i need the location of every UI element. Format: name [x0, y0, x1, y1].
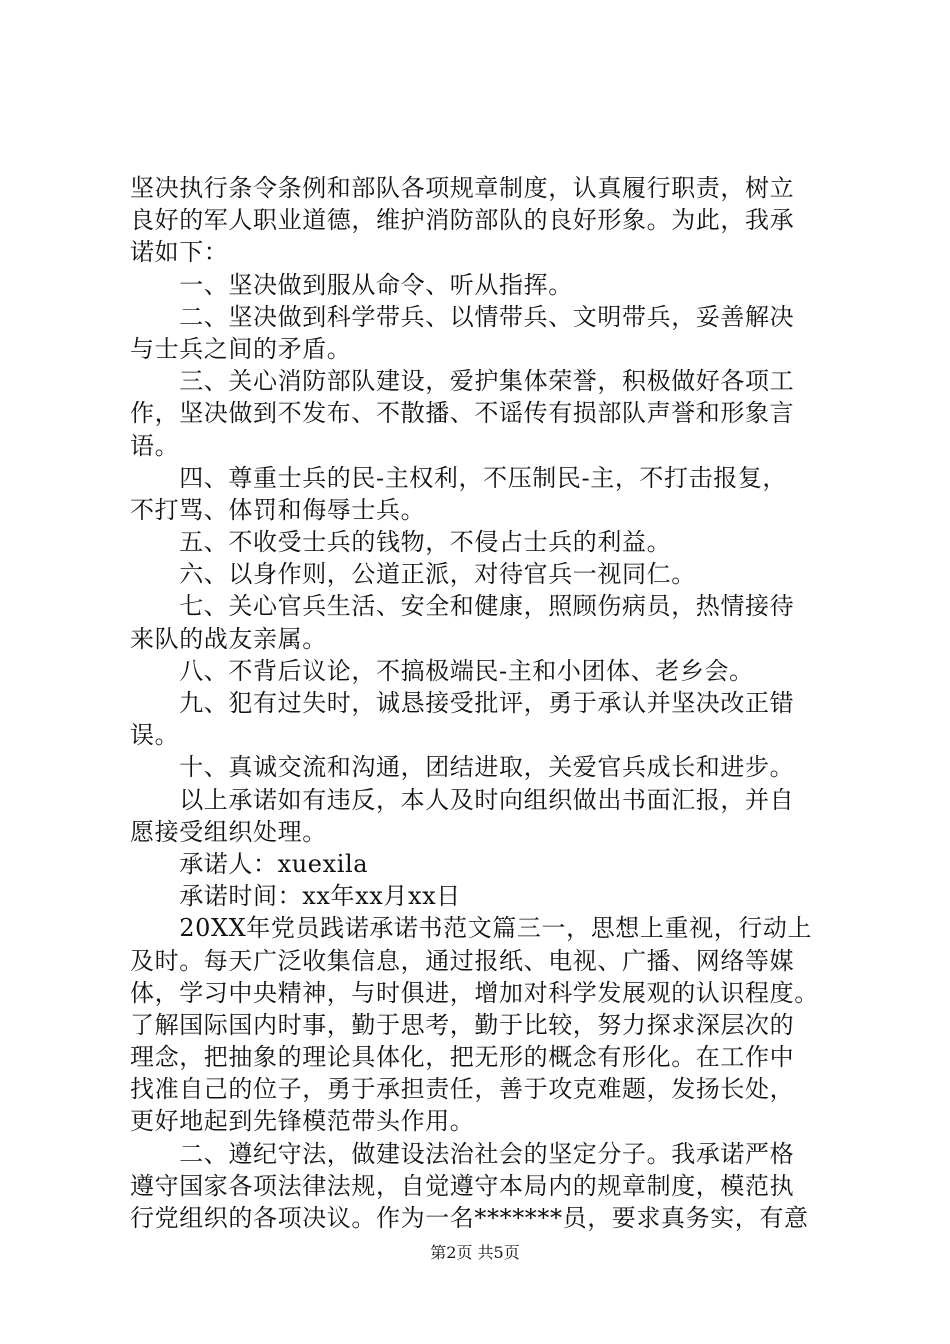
text-line: 不打骂、体罚和侮辱士兵。 [130, 495, 426, 524]
date-line: 承诺时间：xx年xx月xx日 [130, 882, 461, 911]
text-line: 三、关心消防部队建设，爱护集体荣誉，积极做好各项工 [130, 367, 795, 396]
text-line: 六、以身作则，公道正派，对待官兵一视同仁。 [130, 560, 696, 589]
text-line: 与士兵之间的矛盾。 [130, 334, 352, 363]
text-line: 体，学习中央精神，与时俱进，增加对科学发展观的认识程度。 [130, 978, 819, 1007]
text-line: 一、坚决做到服从命令、听从指挥。 [130, 270, 573, 299]
text-line: 五、不收受士兵的钱物，不侵占士兵的利益。 [130, 528, 672, 557]
text-line: 良好的军人职业道德，维护消防部队的良好形象。为此，我承 [130, 206, 795, 235]
text-line: 愿接受组织处理。 [130, 817, 327, 846]
signatory-line: 承诺人：xuexila [130, 849, 369, 878]
text-line: 行党组织的各项决议。作为一名*******员，要求真务实，有意 [130, 1204, 809, 1232]
text-line: 以上承诺如有违反，本人及时向组织做出书面汇报，并自 [130, 785, 795, 814]
text-line: 遵守国家各项法律法规，自觉遵守本局内的规章制度，模范执 [130, 1171, 795, 1200]
text-line: 九、犯有过失时，诚恳接受批评，勇于承认并坚决改正错 [130, 689, 795, 717]
text-line: 来队的战友亲属。 [130, 624, 327, 653]
text-line: 更好地起到先锋模范带头作用。 [130, 1107, 475, 1136]
text-line: 二、遵纪守法，做建设法治社会的坚定分子。我承诺严格 [130, 1139, 795, 1168]
text-line: 作，坚决做到不发布、不散播、不谣传有损部队声誉和形象言 [130, 399, 795, 428]
text-line: 理念，把抽象的理论具体化，把无形的概念有形化。在工作中 [130, 1043, 795, 1072]
text-line: 及时。每天广泛收集信息，通过报纸、电视、广播、网络等媒 [130, 946, 795, 975]
text-line: 20XX年党员践诺承诺书范文篇三一，思想上重视，行动上 [130, 914, 813, 943]
text-line: 误。 [130, 721, 180, 750]
text-line: 诺如下： [130, 238, 229, 267]
text-line: 四、尊重士兵的民-主权利，不压制民-主，不打击报复， [130, 463, 788, 492]
text-line: 十、真诚交流和沟通，团结进取，关爱官兵成长和进步。 [130, 753, 795, 782]
text-line: 八、不背后议论，不搞极端民-主和小团体、老乡会。 [130, 656, 754, 685]
page-number-footer: 第2页 共5页 [430, 1243, 520, 1262]
text-line: 了解国际国内时事，勤于思考，勤于比较，努力探求深层次的 [130, 1010, 795, 1039]
text-line: 二、坚决做到科学带兵、以情带兵、文明带兵，妥善解决 [130, 302, 795, 331]
text-line: 七、关心官兵生活、安全和健康，照顾伤病员，热情接待 [130, 592, 795, 621]
text-line: 坚决执行条令条例和部队各项规章制度，认真履行职责，树立 [130, 174, 795, 202]
document-body [130, 172, 835, 1234]
text-line: 找准自己的位子，勇于承担责任，善于攻克难题，发扬长处， [130, 1075, 795, 1104]
text-line: 语。 [130, 431, 180, 460]
